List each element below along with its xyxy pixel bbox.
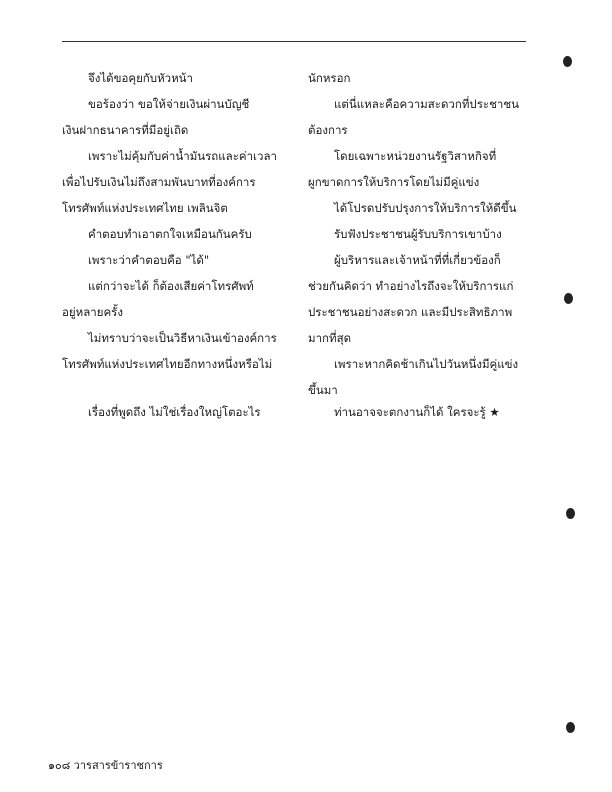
left-line-13: เรื่องที่พูดถึง ไม่ใช่เรื่องใหญ่โตอะไร: [88, 405, 261, 419]
left-line-3: เงินฝากธนาคารที่มีอยู่เถิด: [62, 123, 189, 137]
punch-hole-mark-1: [563, 56, 572, 67]
left-line-1: จึงได้ขอคุยกับหัวหน้า: [88, 71, 194, 85]
left-line-9: แต่กว่าจะได้ ก็ต้องเสียค่าโทรศัพท์: [88, 279, 254, 293]
right-line-2: แต่นี่แหละคือความสะดวกที่ประชาชน: [334, 97, 519, 111]
left-line-2: ขอร้องว่า ขอให้จ่ายเงินผ่านบัญชี: [88, 97, 250, 111]
right-line-12: เพราะหากคิดช้าเกินไปวันหนึ่งมีคู่แข่ง: [334, 357, 519, 371]
page-footer: ๑๐๘ วารสารข้าราชการ: [48, 759, 163, 772]
left-line-7: คำตอบทำเอาตกใจเหมือนกันครับ: [88, 227, 252, 241]
left-line-10: อยู่หลายครั้ง: [62, 305, 123, 319]
right-line-11: มากที่สุด: [308, 331, 352, 345]
right-line-3: ต้องการ: [308, 123, 348, 137]
left-line-5: เพื่อไปรับเงินไม่ถึงสามพันบาทที่องค์การ: [62, 175, 256, 189]
header-rule: [62, 41, 526, 42]
left-line-4: เพราะไม่คุ้มกับค่าน้ำมันรถและค่าเวลา: [88, 149, 277, 163]
right-line-6: ได้โปรดปรับปรุงการให้บริการให้ดีขึ้น: [334, 201, 517, 215]
right-line-13: ขึ้นมา: [308, 383, 338, 397]
left-line-11: ไม่ทราบว่าจะเป็นวิธีหาเงินเข้าองค์การ: [88, 331, 277, 345]
right-line-14: ท่านอาจจะตกงานก็ได้ ใครจะรู้ ★: [334, 405, 500, 419]
right-line-1: นักหรอก: [308, 71, 351, 85]
punch-hole-mark-3: [566, 508, 575, 519]
right-line-10: ประชาชนอย่างสะดวก และมีประสิทธิภาพ: [308, 305, 513, 319]
right-line-8: ผู้บริหารและเจ้าหน้าที่ที่เกี่ยวข้องก็: [334, 253, 501, 267]
right-line-4: โดยเฉพาะหน่วยงานรัฐวิสาหกิจที่: [334, 149, 497, 163]
left-line-12: โทรศัพท์แห่งประเทศไทยอีกทางหนึ่งหรือไม่: [62, 357, 273, 371]
punch-hole-mark-4: [566, 722, 575, 733]
right-line-5: ผูกขาดการให้บริการโดยไม่มีคู่แข่ง: [308, 175, 480, 189]
punch-hole-mark-2: [564, 293, 573, 304]
right-line-7: รับฟังประชาชนผู้รับบริการเขาบ้าง: [334, 227, 502, 241]
left-line-6: โทรศัพท์แห่งประเทศไทย เพลินจิต: [62, 201, 228, 215]
right-line-9: ช่วยกันคิดว่า ทำอย่างไรถึงจะให้บริการแก่: [308, 279, 514, 293]
left-line-8: เพราะว่าคำตอบคือ "ได้": [88, 253, 210, 267]
